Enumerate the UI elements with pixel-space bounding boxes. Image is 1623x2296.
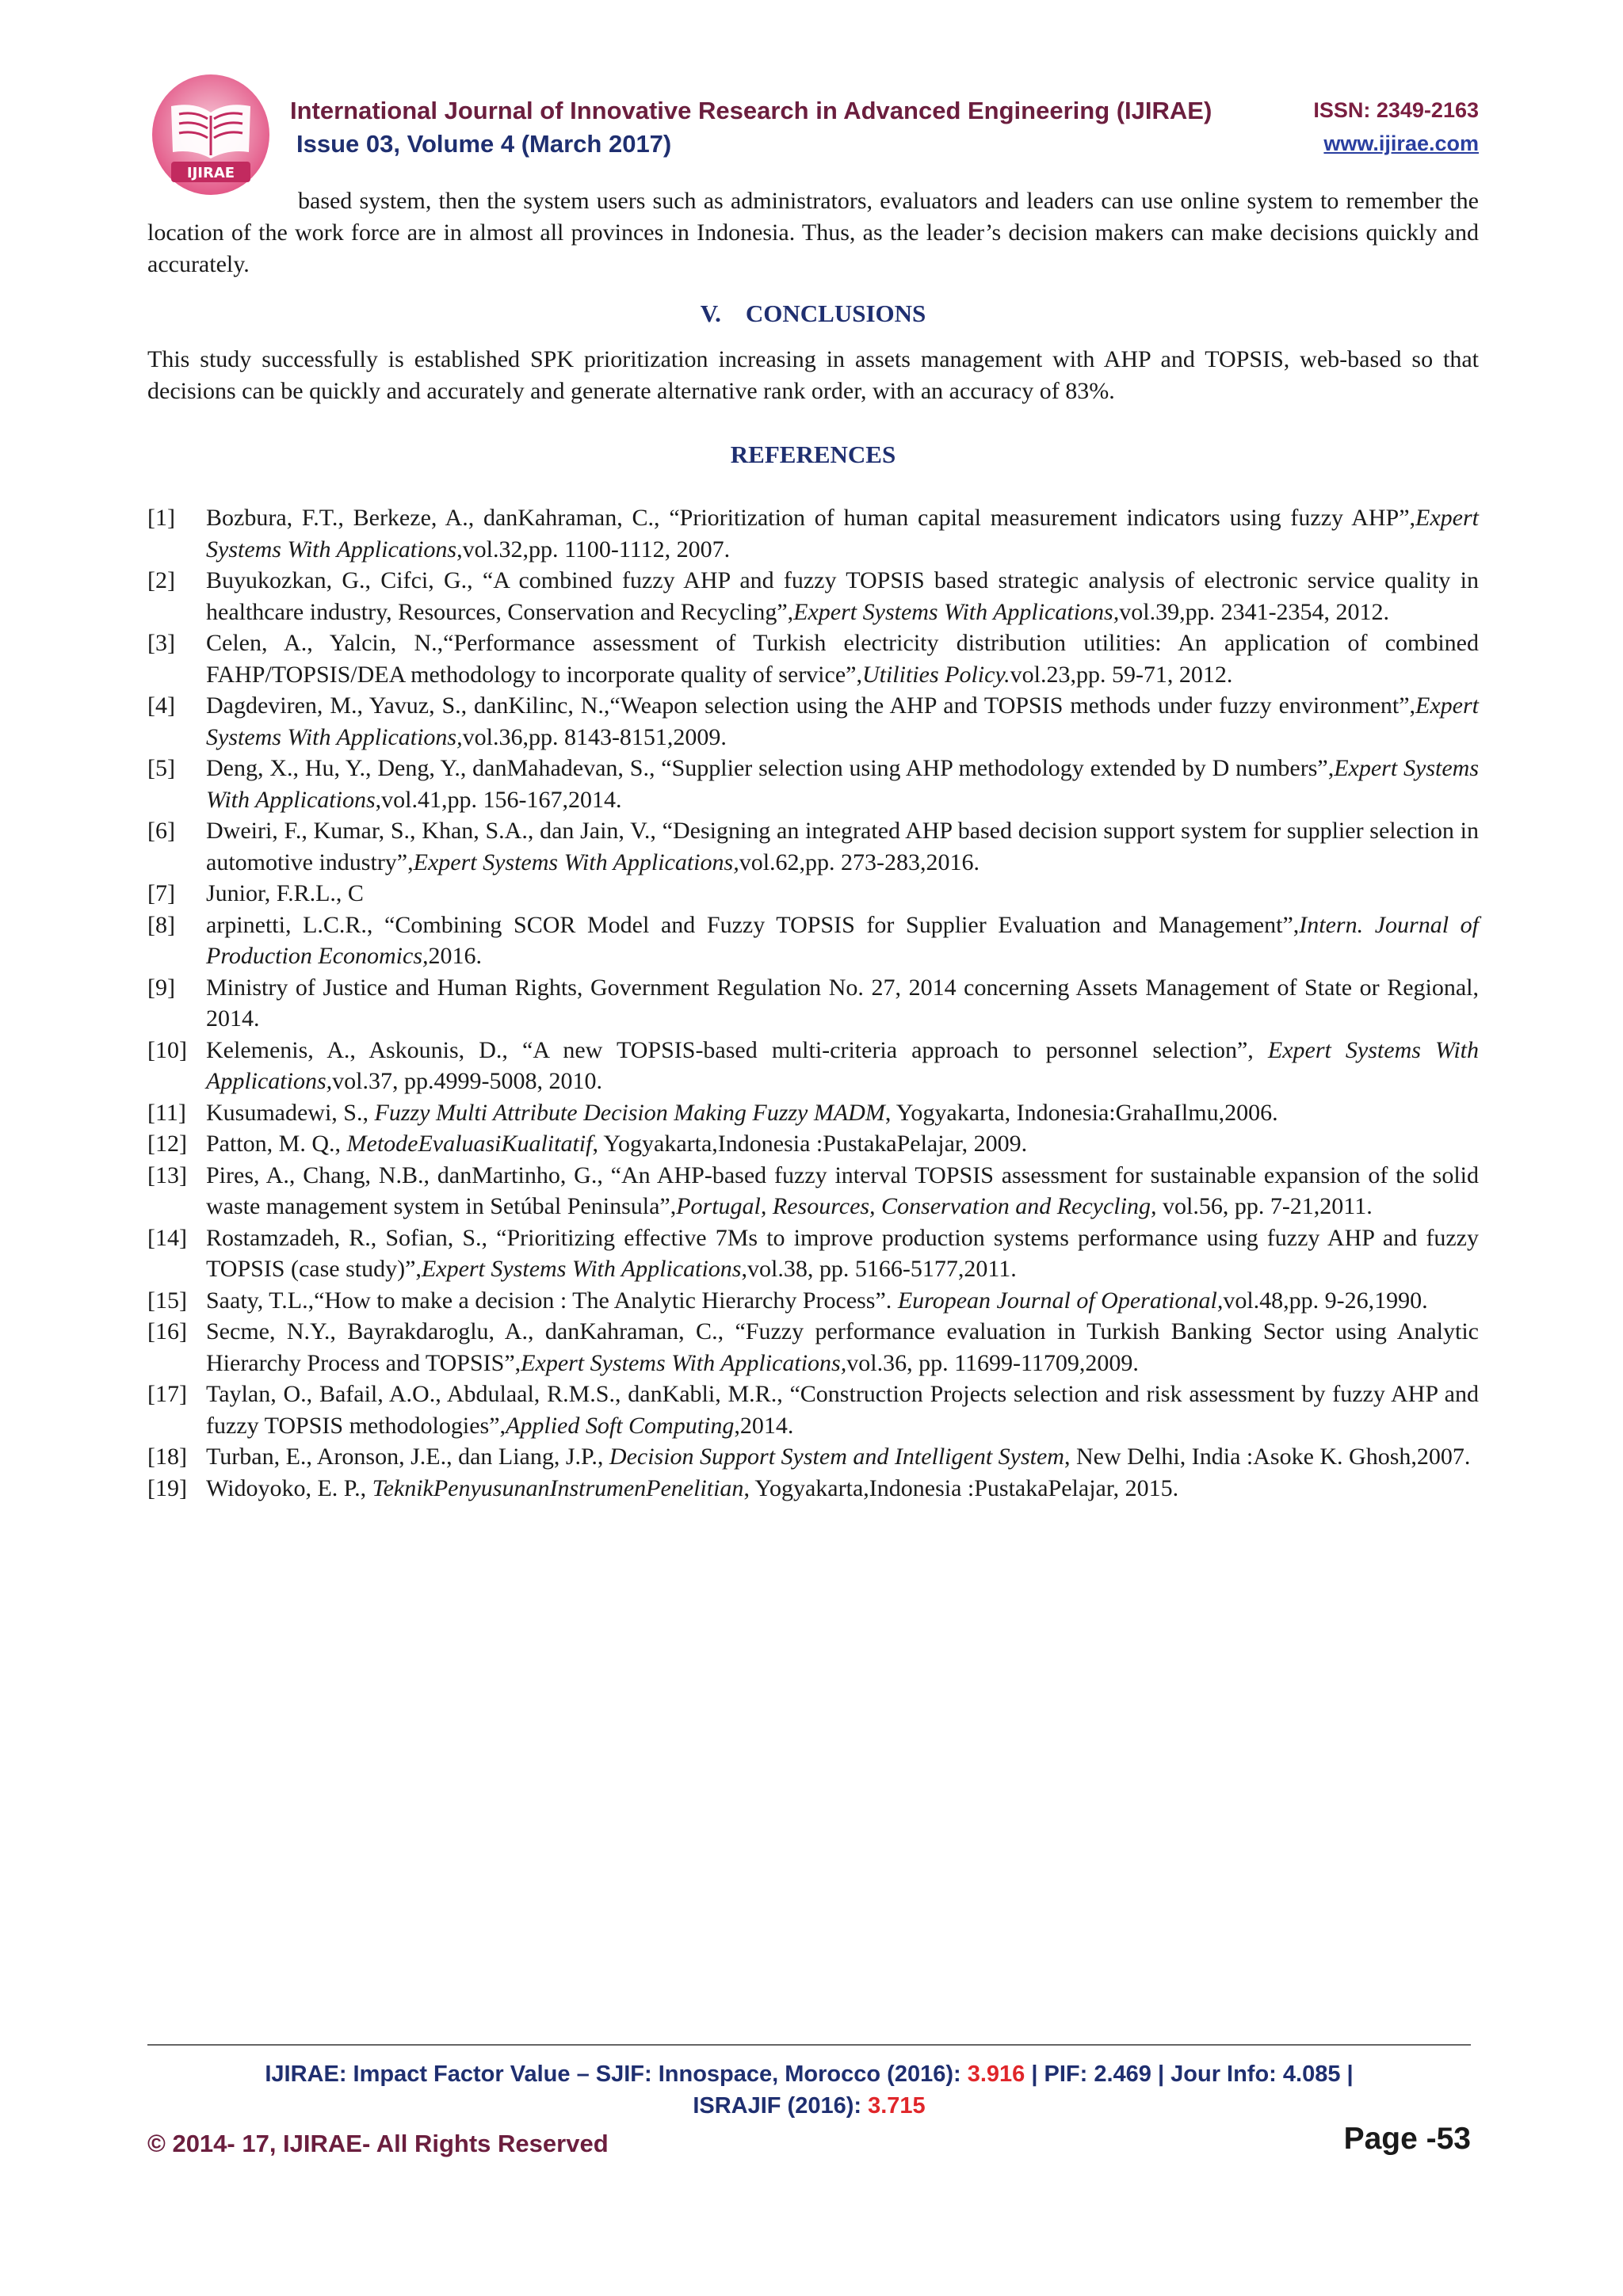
reference-number: [10] — [147, 1036, 187, 1063]
reference-source-title: Expert Systems With Applications, — [793, 598, 1120, 625]
reference-source-title: Expert Systems With Applications — [421, 1256, 742, 1282]
reference-text — [206, 627, 1479, 690]
reference-number: [18] — [147, 1444, 187, 1470]
reference-number: [9] — [147, 974, 175, 1001]
reference-text-part: 2016. — [428, 943, 483, 969]
reference-text-part: ,vol.41,pp. 156-167,2014. — [375, 786, 622, 813]
reference-text-part: ,vol.32,pp. 1100-1112, 2007. — [456, 536, 731, 563]
impact-middle: | PIF: 2.469 | Jour Info: 4.085 | — [1025, 2061, 1354, 2087]
reference-number: [13] — [147, 1161, 187, 1188]
reference-text-part: Dagdeviren, M., Yavuz, S., danKilinc, N.,“Weapon selection using the AHP and TOPSIS methods under fuzzy environment”, — [206, 692, 1416, 719]
reference-item — [147, 1316, 1479, 1379]
reference-text-part: vol.62,pp. 273-283,2016. — [739, 849, 980, 875]
reference-item — [147, 1222, 1479, 1285]
reference-number: [4] — [147, 692, 175, 719]
reference-text-part: Celen, A., Yalcin, N.,“Performance assessment of Turkish electricity distribution utilities: An application of combined FAHP/TOPSIS/DEA methodology to incorporate quality of service”, — [206, 630, 1479, 688]
reference-source-title: Expert Systems With Applications, — [413, 849, 739, 875]
reference-source-title: Expert Systems With Applications, — [206, 692, 1479, 750]
reference-text — [206, 1285, 1479, 1317]
reference-text-part: Taylan, O., Bafail, A.O., Abdulaal, R.M.S., danKabli, M.R., “Construction Projects selection and risk assessment by fuzzy AHP and fuzzy TOPSIS methodologies”, — [206, 1381, 1479, 1439]
reference-number: [17] — [147, 1381, 187, 1407]
reference-number: [7] — [147, 880, 175, 906]
reference-item — [147, 815, 1479, 878]
reference-number: [8] — [147, 911, 175, 938]
reference-item — [147, 1379, 1479, 1441]
reference-text-part: , Yogyakarta,Indonesia :PustakaPelajar, 2009. — [592, 1131, 1028, 1157]
reference-item — [147, 1128, 1479, 1160]
reference-source-title: Expert Systems With Applications, — [521, 1349, 847, 1376]
reference-item — [147, 1035, 1479, 1097]
reference-text — [206, 1473, 1479, 1505]
reference-item — [147, 972, 1479, 1035]
reference-text — [206, 1441, 1479, 1473]
reference-source-title: TeknikPenyusunanInstrumenPenelitian — [372, 1474, 744, 1501]
reference-source-title: MetodeEvaluasiKualitatif — [346, 1131, 593, 1157]
reference-text-part: vol.56, pp. 7-21,2011. — [1156, 1193, 1373, 1219]
reference-text-part: Ministry of Justice and Human Rights, Government Regulation No. 27, 2014 concerning Assets Management of State or Regional, 2014. — [206, 974, 1479, 1032]
reference-text-part: , Yogyakarta,Indonesia :PustakaPelajar, 2015. — [743, 1474, 1179, 1501]
reference-number: [6] — [147, 818, 175, 844]
reference-text — [206, 502, 1479, 565]
reference-text-part: Buyukozkan, G., Cifci, G., “A combined fuzzy AHP and fuzzy TOPSIS based strategic analysis of electronic service quality in healthcare industry, Resources, Conservation and Recycling”, — [206, 567, 1479, 625]
reference-number: [11] — [147, 1099, 186, 1126]
reference-list — [147, 502, 1479, 1504]
reference-text — [206, 972, 1479, 1035]
reference-text — [206, 815, 1479, 878]
reference-number: [15] — [147, 1287, 187, 1314]
footer-divider — [147, 2044, 1471, 2046]
conclusions-heading: V. CONCLUSIONS — [700, 299, 926, 327]
ijirae-logo — [147, 73, 274, 200]
reference-item — [147, 565, 1479, 627]
reference-item — [147, 910, 1479, 972]
reference-text-part: Saaty, T.L.,“How to make a decision : The Analytic Hierarchy Process”. — [206, 1287, 898, 1314]
reference-item — [147, 502, 1479, 565]
sjif-value: 3.916 — [967, 2061, 1025, 2087]
reference-source-title: Expert Systems With Applications — [206, 505, 1479, 563]
reference-source-title: European Journal of Operational, — [897, 1287, 1224, 1314]
reference-item — [147, 1441, 1479, 1473]
reference-text-part: Junior, F.R.L., C — [206, 880, 364, 906]
journal-header — [147, 73, 1479, 200]
reference-text — [206, 1128, 1479, 1160]
reference-source-title: Expert Systems With Applications — [206, 755, 1479, 813]
reference-item — [147, 753, 1479, 815]
reference-text-part: Bozbura, F.T., Berkeze, A., danKahraman, C., “Prioritization of human capital measurement indicators using fuzzy AHP”, — [206, 505, 1416, 531]
reference-text — [206, 565, 1479, 627]
reference-number: [1] — [147, 505, 175, 531]
journal-issue: Issue 03, Volume 4 (March 2017) — [296, 130, 672, 158]
reference-text-part: vol.23,pp. 59-71, 2012. — [1010, 661, 1233, 688]
reference-text — [206, 1222, 1479, 1285]
reference-source-title: Fuzzy Multi Attribute Decision Making Fuzzy MADM — [374, 1099, 885, 1126]
reference-item — [147, 1097, 1479, 1129]
reference-source-title: Portugal, Resources, Conservation and Recycling, — [676, 1193, 1157, 1219]
reference-item — [147, 627, 1479, 690]
reference-text — [206, 910, 1479, 972]
reference-text-part: Widoyoko, E. P., — [206, 1474, 372, 1501]
reference-text-part: Dweiri, F., Kumar, S., Khan, S.A., dan Jain, V., “Designing an integrated AHP based decision support system for supplier selection in automotive industry”, — [206, 818, 1479, 875]
reference-text — [206, 878, 1479, 910]
reference-text-part: vol.36,pp. 8143-8151,2009. — [462, 723, 727, 750]
reference-item — [147, 1285, 1479, 1317]
reference-text — [206, 1160, 1479, 1222]
reference-number: [12] — [147, 1131, 187, 1157]
reference-text-part: vol.36, pp. 11699-11709,2009. — [846, 1349, 1139, 1376]
reference-text-part: , Yogyakarta, Indonesia:GrahaIlmu,2006. — [884, 1099, 1278, 1126]
reference-text-part: vol.48,pp. 9-26,1990. — [1223, 1287, 1428, 1314]
reference-text-part: Deng, X., Hu, Y., Deng, Y., danMahadevan, S., “Supplier selection using AHP methodology extended by D numbers”, — [206, 755, 1335, 781]
reference-source-title: Expert Systems With Applications, — [206, 1036, 1480, 1094]
reference-text-part: Secme, N.Y., Bayrakdaroglu, A., danKahraman, C., “Fuzzy performance evaluation in Turkish Banking Sector using Analytic Hierarchy Process and TOPSIS”, — [206, 1318, 1479, 1376]
reference-source-title: Applied Soft Computing — [506, 1412, 735, 1439]
reference-text-part: ,vol.38, pp. 5166-5177,2011. — [741, 1256, 1017, 1282]
israjif-value: 3.715 — [868, 2093, 926, 2119]
reference-item — [147, 690, 1479, 753]
reference-text — [206, 1379, 1479, 1441]
israjif-prefix: ISRAJIF (2016): — [693, 2093, 869, 2119]
reference-source-title: Intern. Journal of Production Economics, — [206, 911, 1479, 969]
impact-factor-line — [147, 2058, 1471, 2122]
reference-text-part: Rostamzadeh, R., Sofian, S., “Prioritizing effective 7Ms to improve production systems performance using fuzzy AHP and fuzzy TOPSIS (case study)”, — [206, 1224, 1479, 1282]
reference-text-part: ,2014. — [734, 1412, 794, 1439]
reference-item — [147, 1473, 1479, 1505]
impact-prefix: IJIRAE: Impact Factor Value – SJIF: Innospace, Morocco (2016): — [265, 2061, 968, 2087]
reference-text-part: Patton, M. Q., — [206, 1131, 347, 1157]
reference-number: [3] — [147, 630, 175, 656]
reference-text-part: Kelemenis, A., Askounis, D., “A new TOPSIS-based multi-criteria approach to personnel selection”, — [206, 1036, 1268, 1063]
journal-title: International Journal of Innovative Research in Advanced Engineering (IJIRAE) — [290, 97, 1212, 124]
reference-source-title: Decision Support System and Intelligent System — [609, 1444, 1064, 1470]
reference-text-part: arpinetti, L.C.R., “Combining SCOR Model and Fuzzy TOPSIS for Supplier Evaluation and Management”, — [206, 911, 1300, 938]
journal-issn: ISSN: 2349-2163 — [1313, 98, 1479, 122]
reference-text — [206, 690, 1479, 753]
reference-text-part: Turban, E., Aronson, J.E., dan Liang, J.P., — [206, 1444, 609, 1470]
reference-number: [16] — [147, 1318, 187, 1344]
logo-lettering: IJIRAE — [186, 165, 235, 181]
reference-text-part: vol.37, pp.4999-5008, 2010. — [332, 1068, 602, 1094]
reference-text-part: Pires, A., Chang, N.B., danMartinho, G., “An AHP-based fuzzy interval TOPSIS assessment for sustainable expansion of the solid waste management system in Setúbal Peninsula”, — [206, 1161, 1479, 1219]
reference-item — [147, 1160, 1479, 1222]
reference-source-title: Utilities Policy. — [861, 661, 1010, 688]
conclusions-paragraph: This study successfully is established SPK prioritization increasing in assets management with AHP and TOPSIS, web-based so that decisions can be quickly and accurately and generate alternative rank order, with an accuracy of 83%. — [147, 346, 1479, 404]
reference-number: [19] — [147, 1474, 187, 1501]
reference-text-part: vol.39,pp. 2341-2354, 2012. — [1119, 598, 1390, 625]
references-heading: REFERENCES — [730, 441, 896, 468]
reference-number: [2] — [147, 567, 175, 593]
page-number: Page -53 — [1343, 2122, 1471, 2156]
intro-paragraph: based system, then the system users such as administrators, evaluators and leaders can use online system to remember the location of the work force are in almost all provinces in Indonesia. Thus, as the leader’s decision makers can make decisions quickly and accurately. — [147, 188, 1479, 277]
reference-text — [206, 1316, 1479, 1379]
reference-item — [147, 878, 1479, 910]
journal-url-link[interactable]: www.ijirae.com — [1323, 132, 1479, 155]
reference-text-part: Kusumadewi, S., — [206, 1099, 375, 1126]
reference-number: [14] — [147, 1224, 187, 1251]
copyright: © 2014- 17, IJIRAE- All Rights Reserved — [147, 2130, 609, 2157]
reference-text — [206, 1035, 1479, 1097]
reference-number: [5] — [147, 755, 175, 781]
reference-text — [206, 753, 1479, 815]
reference-text-part: , New Delhi, India :Asoke K. Ghosh,2007. — [1064, 1444, 1471, 1470]
reference-text — [206, 1097, 1479, 1129]
